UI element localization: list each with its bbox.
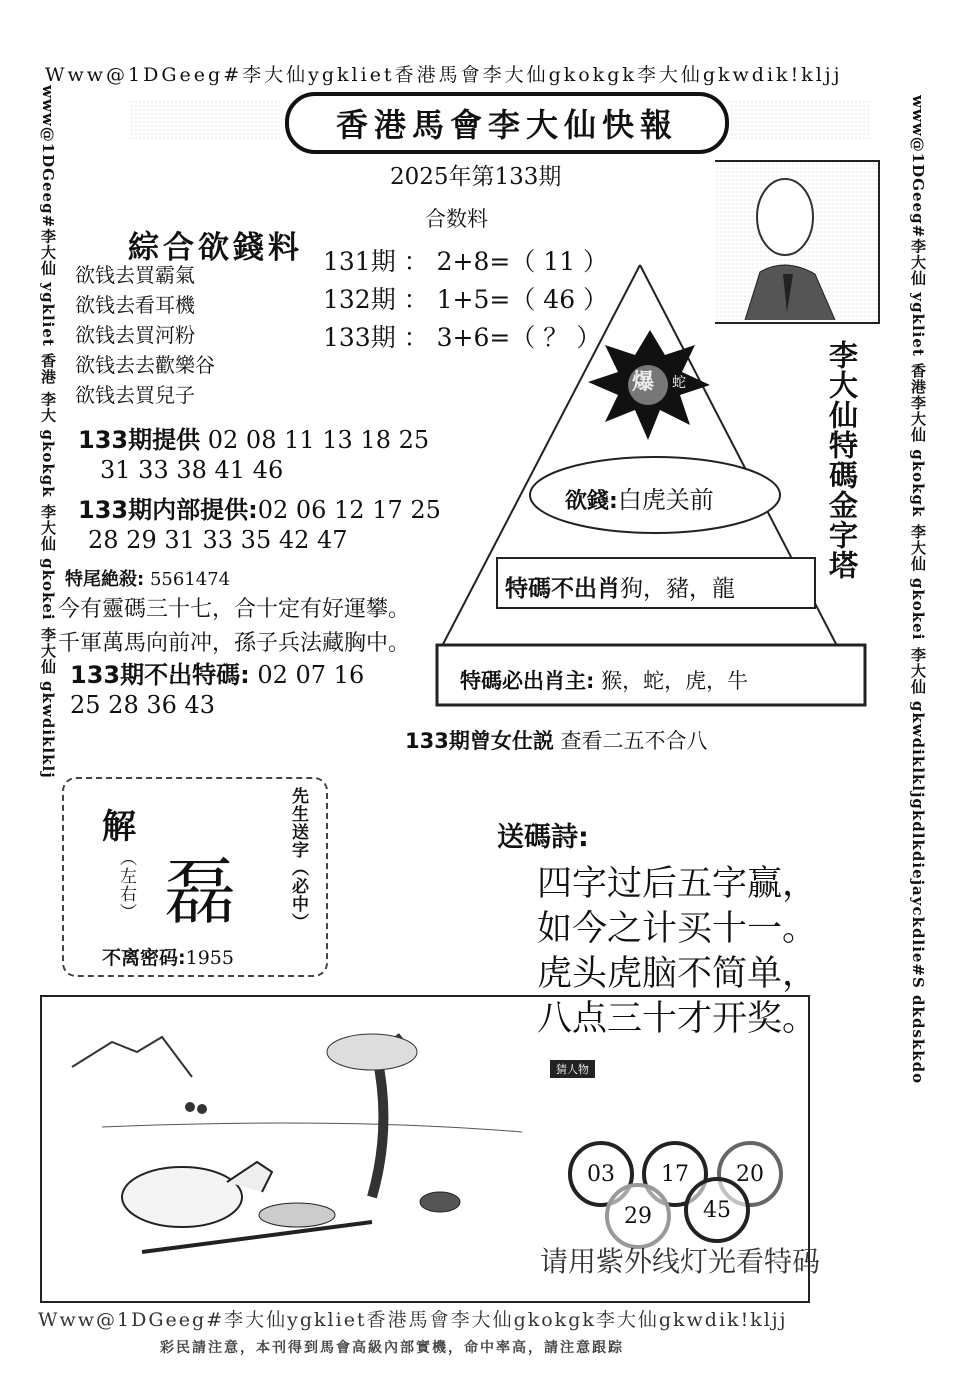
internal-numbers-2: 28 29 31 33 35 42 47 xyxy=(88,526,348,554)
poem-line: 如今之计买十一。 xyxy=(537,909,818,949)
poem-line: 四字过后五字赢， xyxy=(537,864,818,904)
lucky-ball: 29 xyxy=(605,1183,671,1249)
riddle-code-label: 不离密码: xyxy=(102,947,186,969)
watermark-bottom: Www@1DGeeg#李大仙ygkliet香港馬會李大仙gkokgk李大仙gkwdik!kljj xyxy=(38,1309,788,1331)
poem-line: 八点三十才开奖。 xyxy=(537,999,818,1039)
pyramid-not-label: 特碼不出肖 xyxy=(505,576,620,602)
internal-numbers: 02 06 12 17 25 xyxy=(257,496,441,524)
pyramid-money xyxy=(565,480,714,515)
pyramid-not-value: 狗，豬，龍 xyxy=(620,576,735,602)
sum-formula: 1+5=（ 46 ） xyxy=(436,285,609,314)
pyramid-money-value: 白虎关前 xyxy=(617,486,714,514)
pyramid-money-label: 欲錢: xyxy=(565,489,618,514)
burst-subtext: 蛇 xyxy=(672,375,686,391)
riddle-box xyxy=(62,777,328,977)
footer-notice: 彩民請注意，本刊得到馬會高級內部實機，命中率高，請注意跟踪 xyxy=(160,1340,624,1356)
sum-period: 131期 xyxy=(323,247,396,276)
sum-sep: ： xyxy=(403,247,429,276)
sum-section-title: 合数料 xyxy=(425,207,488,231)
sum-formula: 3+6=（ ？ ） xyxy=(436,323,602,352)
lady-tip xyxy=(405,725,708,755)
watermark-right: www@1DGeeg#李大仙 ygkliet 香港李大仙 gkokgk 李大仙 gkokei 李大仙 gkwdiklkljgkdlkdiejayckdlie#S dkdskkdo xyxy=(909,95,927,1085)
riddle-solve: 解 xyxy=(102,807,136,847)
provide-numbers-2: 31 33 38 41 46 xyxy=(100,456,284,484)
no-special-numbers-2: 25 28 36 43 xyxy=(70,691,216,719)
tail-kill-value: 5561474 xyxy=(149,569,231,590)
poem-title: 送碼詩: xyxy=(497,822,589,853)
money-item: 欲钱去去歡樂谷 xyxy=(75,353,215,377)
lucky-ball: 17 xyxy=(642,1141,708,1207)
provide-label: 133期提供 xyxy=(78,426,201,454)
lucky-ball: 03 xyxy=(568,1141,634,1207)
burst-text: 爆 xyxy=(632,370,655,395)
lady-label: 133期曾女仕説 xyxy=(405,729,554,753)
lady-value: 查看二五不合八 xyxy=(560,729,708,753)
sum-formula: 2+8=（ 11 ） xyxy=(436,247,609,276)
riddle-character: 磊 xyxy=(164,850,237,934)
money-item: 欲钱去買兒子 xyxy=(75,383,195,407)
internal-label: 133期内部提供: xyxy=(78,496,258,524)
header-ornament-right xyxy=(730,100,870,140)
money-item: 欲钱去買河粉 xyxy=(75,323,195,347)
no-special-label: 133期不出特碼: xyxy=(70,661,250,689)
provide-block xyxy=(78,425,429,485)
pyramid-must-label: 特碼必出肖主: xyxy=(460,669,595,693)
poem-line: 虎头虎脑不简单， xyxy=(537,954,818,994)
pyramid-not xyxy=(505,570,735,603)
riddle-hint: （左右） xyxy=(116,849,136,921)
riddle-code-value: 1955 xyxy=(185,947,234,969)
money-item: 欲钱去看耳機 xyxy=(75,293,195,317)
money-list xyxy=(75,260,215,410)
watermark-left: www@1DGeeg#李大仙 ygkliet 香港 李大 gkokgk 李大仙 gkokei 李大仙 gkwdiklklj xyxy=(39,85,57,779)
provide-numbers: 02 08 11 13 18 25 xyxy=(207,426,430,454)
sum-period: 133期 xyxy=(323,323,396,352)
header-ornament-left xyxy=(130,100,280,140)
verse-line: 千軍萬馬向前冲，孫子兵法藏胸中。 xyxy=(58,631,411,656)
money-section-title: 綜合欲錢料 xyxy=(128,230,303,266)
tail-kill-label: 特尾絶殺: xyxy=(65,569,145,590)
page-title: 香港馬會李大仙快報 xyxy=(335,106,678,144)
sum-sep: ： xyxy=(403,323,429,352)
riddle-side: 先生送字（必中） xyxy=(288,787,308,931)
riddle-code xyxy=(102,943,234,970)
sum-sep: ： xyxy=(403,285,429,314)
pyramid-side-title: 李大仙特碼金字塔 xyxy=(825,340,859,580)
uv-note: 请用紫外线灯光看特码 xyxy=(540,1245,821,1278)
pyramid-must-value: 猴，蛇，虎，牛 xyxy=(601,669,749,693)
lucky-ball: 20 xyxy=(717,1141,783,1207)
poem-tag: 猜人物 xyxy=(550,1060,595,1078)
tail-kill xyxy=(65,565,230,591)
verse-line: 今有靈碼三十七，合十定有好運攀。 xyxy=(58,597,411,622)
no-special-block xyxy=(70,660,364,720)
header-title-frame xyxy=(285,92,729,154)
issue-number: 2025年第133期 xyxy=(390,164,562,190)
no-special-numbers: 02 07 16 xyxy=(257,661,365,689)
money-item: 欲钱去買霸氣 xyxy=(75,263,195,287)
watermark-top: Www@1DGeeg#李大仙ygkliet香港馬會李大仙gkokgk李大仙gkwdik!kljj xyxy=(45,64,843,86)
lucky-ball: 45 xyxy=(684,1177,750,1243)
internal-block xyxy=(78,495,441,555)
pyramid-must xyxy=(460,665,748,695)
sum-period: 132期 xyxy=(323,285,396,314)
